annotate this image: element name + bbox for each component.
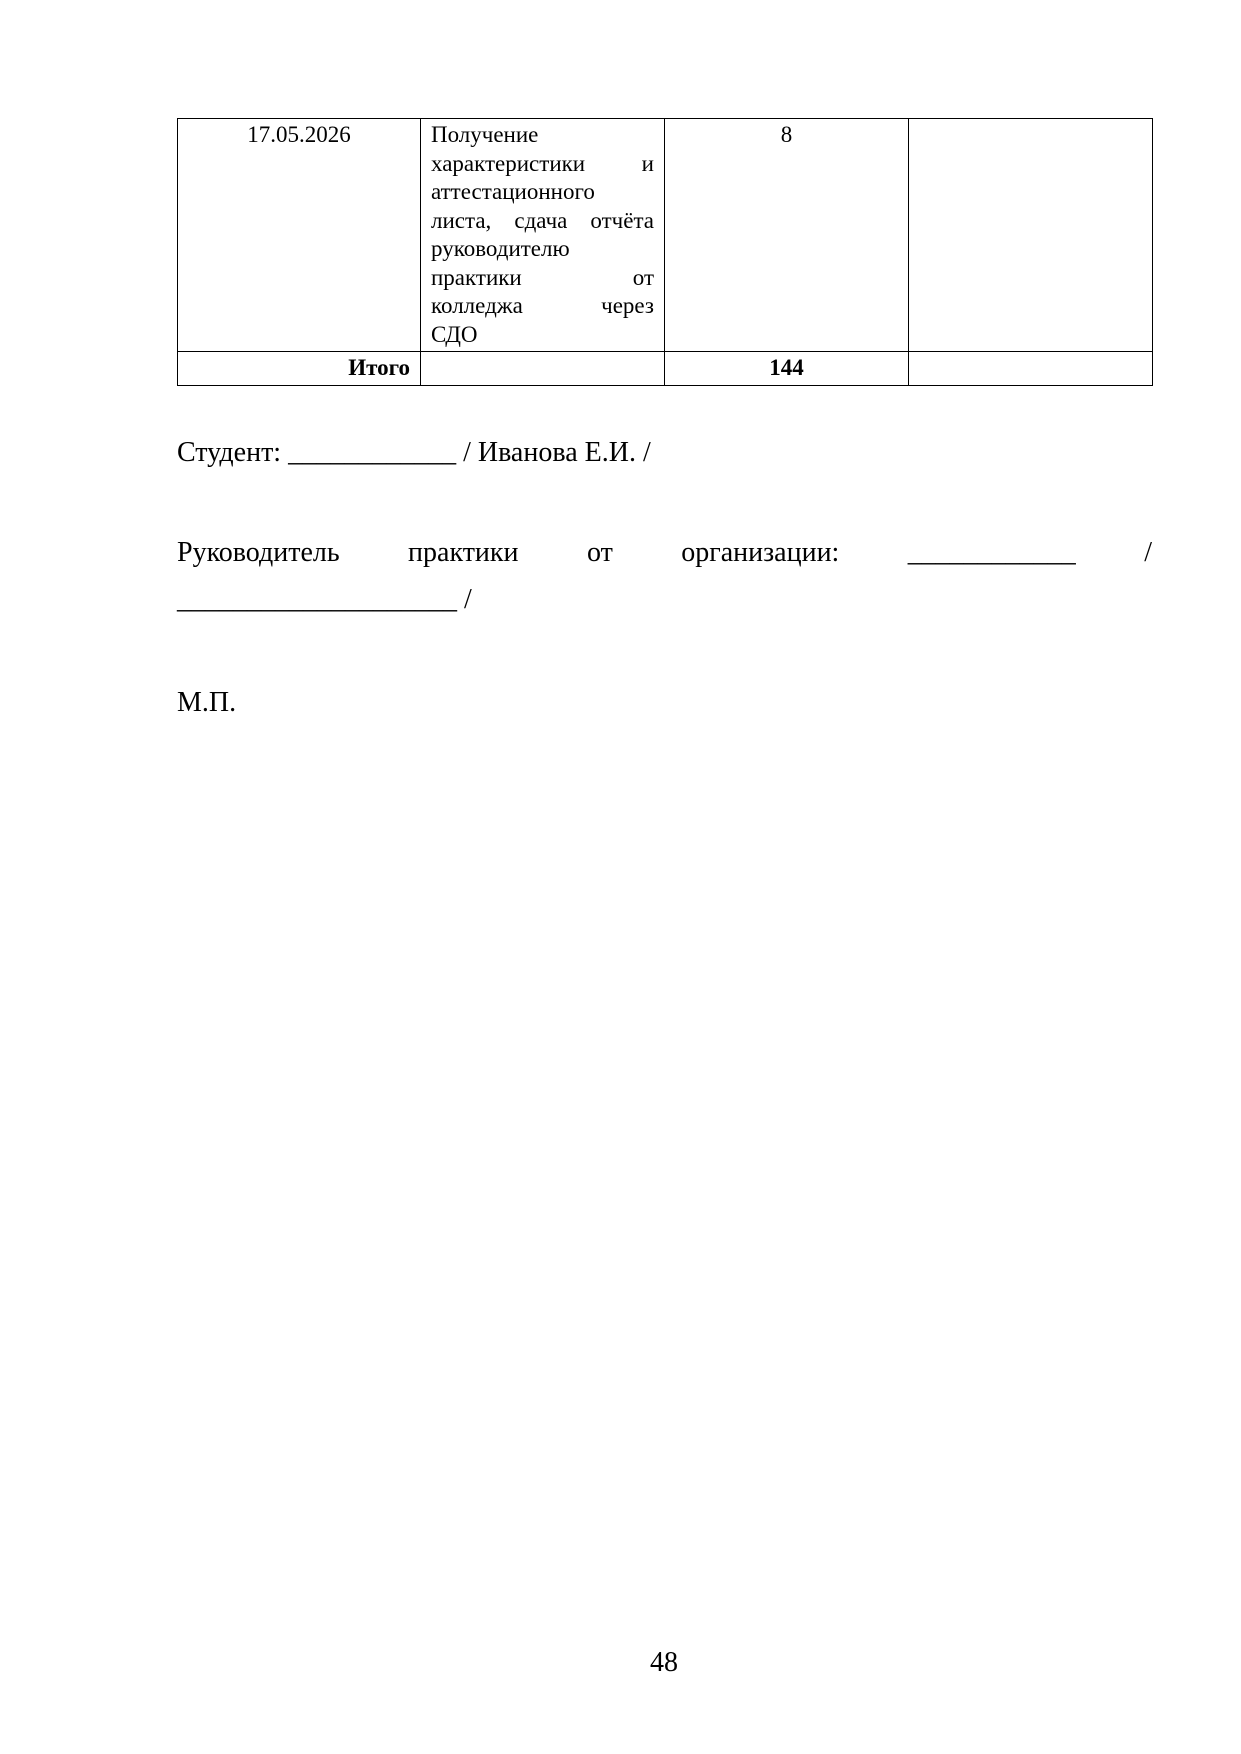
supervisor-signature-line [177, 536, 1152, 570]
total-description-cell [421, 352, 665, 386]
description-line: Получение [431, 122, 539, 147]
total-label-cell: Итого [178, 352, 421, 386]
page-number: 48 [650, 1647, 678, 1678]
description-line: практики от [431, 264, 654, 290]
supervisor-word: организации: [681, 537, 840, 568]
total-note-cell [909, 352, 1153, 386]
total-row [178, 352, 1153, 386]
date-cell: 17.05.2026 [178, 119, 421, 352]
total-hours-cell: 144 [665, 352, 909, 386]
description-line: СДО [431, 321, 478, 347]
student-signature-line: Студент: ____________ / Иванова Е.И. / [177, 437, 651, 468]
supervisor-word: от [586, 537, 613, 568]
description-line: руководителю [431, 236, 570, 261]
hours-cell: 8 [665, 119, 909, 352]
description-line: аттестационного [431, 179, 595, 204]
stamp-placeholder: М.П. [177, 687, 237, 718]
supervisor-name-blank: ____________________ / [177, 584, 472, 615]
supervisor-signature-blank: ____________ [907, 537, 1076, 568]
table-row [178, 119, 1153, 352]
practice-schedule-table [177, 118, 1153, 386]
supervisor-word: / [1144, 537, 1152, 568]
description-line: характеристики и [431, 150, 654, 176]
description-line: колледжа через [431, 293, 654, 318]
note-cell [909, 119, 1153, 352]
description-cell [421, 119, 665, 352]
supervisor-word: Руководитель [177, 537, 340, 568]
description-line: листа, сдача отчёта [431, 207, 654, 233]
supervisor-word: практики [408, 537, 519, 568]
